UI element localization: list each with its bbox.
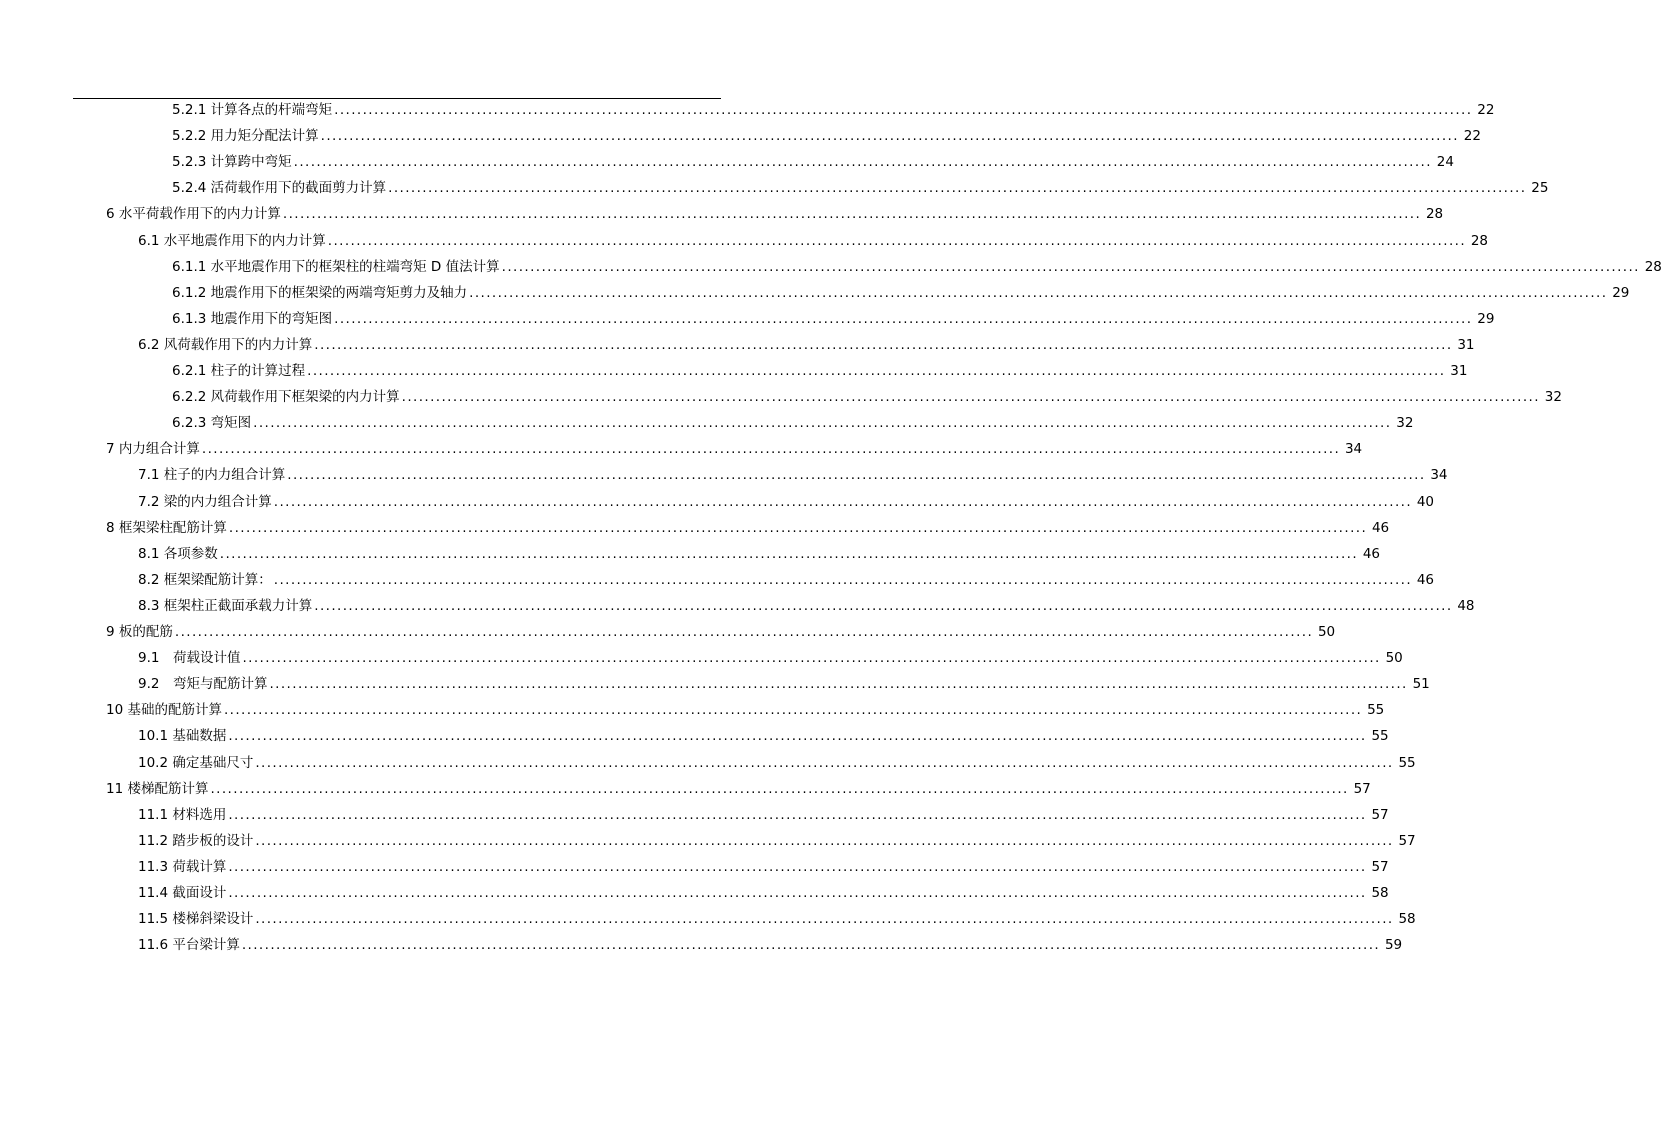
toc-dot-leader: ........................................................................................................................................................................................................: [253, 415, 1392, 432]
toc-entry[interactable]: [138, 489, 1435, 515]
toc-dot-leader: ........................................................................................................................................................................................................: [273, 571, 1413, 588]
toc-entry[interactable]: [172, 280, 1630, 306]
toc-entry-title: 6.2 风荷载作用下的内力计算: [138, 336, 313, 353]
toc-entry[interactable]: [172, 149, 1454, 175]
toc-entry-page-number: 58: [1398, 911, 1416, 928]
toc-entry-page-number: 50: [1317, 624, 1336, 640]
toc-dot-leader: ........................................................................................................................................................................................................: [223, 702, 1363, 719]
toc-dot-leader: ........................................................................................................................................................................................................: [210, 780, 1349, 797]
toc-entry-page-number: 34: [1430, 467, 1448, 484]
toc-entry-title: 10.1 基础数据: [138, 728, 227, 745]
toc-entry-title: 5.2.4 活荷载作用下的截面剪力计算: [172, 180, 387, 197]
toc-entry-page-number: 57: [1353, 780, 1371, 797]
toc-entry[interactable]: [138, 228, 1489, 254]
toc-entry-page-number: 51: [1412, 676, 1430, 693]
toc-entry-title: 7 内力组合计算: [106, 441, 200, 458]
toc-entry-title: 9 板的配筋: [106, 624, 173, 640]
toc-dot-leader: ........................................................................................................................................................................................................: [228, 806, 1367, 823]
toc-entry-title: 5.2.3 计算跨中弯矩: [172, 154, 292, 171]
toc-entry[interactable]: [138, 593, 1475, 619]
toc-dot-leader: ........................................................................................................................................................................................................: [320, 128, 1459, 145]
toc-entry-title: 11.5 楼梯斜梁设计: [138, 911, 254, 928]
toc-dot-leader: ........................................................................................................................................................................................................: [273, 493, 1413, 510]
toc-entry-title: 10.2 确定基础尺寸: [138, 754, 254, 771]
toc-entry-title: 8.3 框架柱正截面承载力计算: [138, 597, 313, 614]
toc-entry-title: 11.4 截面设计: [138, 885, 227, 901]
toc-entry-page-number: 28: [1425, 206, 1444, 223]
toc-entry[interactable]: [138, 932, 1403, 958]
toc-entry[interactable]: [138, 541, 1381, 567]
toc-entry[interactable]: [172, 175, 1549, 201]
toc-dot-leader: ........................................................................................................................................................................................................: [255, 832, 1394, 849]
toc-entry-page-number: 24: [1436, 154, 1454, 171]
toc-entry[interactable]: [106, 776, 1371, 802]
toc-entry-title: 11.2 踏步板的设计: [138, 832, 254, 849]
toc-entry-page-number: 58: [1371, 885, 1389, 901]
toc-entry-page-number: 22: [1463, 128, 1481, 145]
toc-entry-page-number: 50: [1385, 650, 1403, 667]
toc-entry[interactable]: [172, 97, 1495, 123]
toc-entry[interactable]: [138, 828, 1416, 854]
toc-entry[interactable]: [138, 567, 1435, 593]
toc-entry[interactable]: [138, 750, 1416, 776]
toc-entry-title: 11.1 材料选用: [138, 806, 227, 823]
toc-entry[interactable]: [106, 201, 1444, 227]
toc-entry-title: 6.2.3 弯矩图: [172, 415, 252, 432]
toc-entry[interactable]: [138, 802, 1389, 828]
toc-entry-page-number: 28: [1644, 258, 1662, 275]
toc-entry-page-number: 25: [1531, 180, 1549, 197]
toc-dot-leader: ........................................................................................................................................................................................................: [269, 676, 1408, 693]
toc-dot-leader: ........................................................................................................................................................................................................: [401, 389, 1540, 406]
toc-entry-title: 7.2 梁的内力组合计算: [138, 493, 272, 510]
toc-dot-leader: ........................................................................................................................................................................................................: [334, 310, 1473, 327]
toc-entry-title: 6.1.1 水平地震作用下的框架柱的柱端弯矩 D 值法计算: [172, 258, 500, 275]
toc-entry-title: 5.2.2 用力矩分配法计算: [172, 128, 319, 145]
toc-entry-page-number: 32: [1396, 415, 1414, 432]
toc-entry[interactable]: [138, 645, 1403, 671]
toc-entry-page-number: 46: [1371, 519, 1390, 536]
toc-entry[interactable]: [106, 619, 1336, 645]
toc-entry[interactable]: [138, 462, 1448, 488]
toc-entry-title: 6 水平荷载作用下的内力计算: [106, 206, 281, 223]
toc-entry-title: 6.2.2 风荷载作用下框架梁的内力计算: [172, 389, 400, 406]
toc-dot-leader: ........................................................................................................................................................................................................: [388, 180, 1527, 197]
toc-entry-page-number: 22: [1477, 102, 1495, 118]
toc-dot-leader: ........................................................................................................................................................................................................: [228, 858, 1367, 875]
toc-dot-leader: ........................................................................................................................................................................................................: [501, 258, 1640, 275]
toc-dot-leader: ........................................................................................................................................................................................................: [287, 467, 1426, 484]
toc-entry[interactable]: [138, 332, 1475, 358]
toc-entry-title: 11.3 荷载计算: [138, 858, 227, 875]
toc-entry[interactable]: [106, 436, 1363, 462]
toc-entry-page-number: 46: [1362, 545, 1381, 562]
toc-entry-page-number: 57: [1371, 806, 1389, 823]
toc-entry-page-number: 57: [1371, 858, 1389, 875]
toc-dot-leader: ........................................................................................................................................................................................................: [242, 650, 1381, 667]
toc-entry-title: 6.1 水平地震作用下的内力计算: [138, 232, 326, 249]
toc-entry-page-number: 46: [1416, 571, 1435, 588]
toc-dot-leader: ........................................................................................................................................................................................................: [255, 911, 1394, 928]
toc-entry-title: 8.1 各项参数: [138, 545, 218, 562]
toc-entry-page-number: 32: [1544, 389, 1562, 406]
toc-entry-page-number: 29: [1477, 310, 1495, 327]
toc-entry-title: 6.2.1 柱子的计算过程: [172, 363, 306, 379]
toc-entry[interactable]: [172, 254, 1662, 280]
toc-entry-page-number: 34: [1344, 441, 1363, 458]
toc-entry-title: 11 楼梯配筋计算: [106, 780, 209, 797]
toc-dot-leader: ........................................................................................................................................................................................................: [228, 519, 1368, 536]
toc-dot-leader: ........................................................................................................................................................................................................: [219, 545, 1359, 562]
toc-entry-title: 9.2 弯矩与配筋计算: [138, 676, 268, 693]
toc-entry[interactable]: [172, 306, 1495, 332]
toc-entry-title: 8 框架梁柱配筋计算: [106, 519, 227, 536]
toc-dot-leader: ........................................................................................................................................................................................................: [314, 597, 1453, 614]
toc-dot-leader: ........................................................................................................................................................................................................: [201, 441, 1341, 458]
toc-entry[interactable]: [138, 854, 1389, 880]
toc-dot-leader: ........................................................................................................................................................................................................: [282, 206, 1422, 223]
toc-entry-page-number: 48: [1457, 597, 1475, 614]
toc-entry[interactable]: [106, 697, 1385, 723]
toc-entry-title: 10 基础的配筋计算: [106, 702, 222, 719]
toc-dot-leader: ........................................................................................................................................................................................................: [314, 336, 1453, 353]
toc-entry-page-number: 55: [1371, 728, 1389, 745]
toc-entry-title: 6.1.2 地震作用下的框架梁的两端弯矩剪力及轴力: [172, 284, 468, 301]
toc-entry-page-number: 28: [1470, 232, 1489, 249]
toc-entry[interactable]: [138, 880, 1389, 906]
toc-entry[interactable]: [172, 410, 1414, 436]
toc-dot-leader: ........................................................................................................................................................................................................: [255, 754, 1394, 771]
toc-dot-leader: ........................................................................................................................................................................................................: [327, 232, 1467, 249]
toc-entry[interactable]: [138, 906, 1416, 932]
toc-entry-page-number: 57: [1398, 832, 1416, 849]
toc-entry-title: 5.2.1 计算各点的杆端弯矩: [172, 102, 333, 118]
toc-dot-leader: ........................................................................................................................................................................................................: [228, 885, 1367, 901]
toc-entry-title: 6.1.3 地震作用下的弯矩图: [172, 310, 333, 327]
toc-entry[interactable]: [138, 671, 1430, 697]
toc-dot-leader: ........................................................................................................................................................................................................: [228, 728, 1367, 745]
toc-dot-leader: ........................................................................................................................................................................................................: [174, 624, 1314, 640]
toc-entry-page-number: 31: [1450, 363, 1468, 379]
toc-entry[interactable]: [106, 515, 1390, 541]
toc-entry-page-number: 55: [1367, 702, 1385, 719]
toc-entry-page-number: 40: [1416, 493, 1435, 510]
toc-entry-page-number: 29: [1612, 284, 1630, 301]
toc-entry[interactable]: [172, 384, 1562, 410]
toc-entry[interactable]: [138, 723, 1389, 749]
toc-entry[interactable]: [172, 123, 1481, 149]
toc-entry[interactable]: [172, 358, 1468, 384]
toc-dot-leader: ........................................................................................................................................................................................................: [293, 154, 1432, 171]
toc-dot-leader: ........................................................................................................................................................................................................: [241, 937, 1381, 954]
toc-entry-page-number: 55: [1398, 754, 1416, 771]
toc-dot-leader: ........................................................................................................................................................................................................: [469, 284, 1608, 301]
toc-dot-leader: ........................................................................................................................................................................................................: [307, 363, 1446, 379]
toc-entry-title: 9.1 荷载设计值: [138, 650, 241, 667]
toc-entry-title: 7.1 柱子的内力组合计算: [138, 467, 286, 484]
toc-entry-page-number: 59: [1384, 937, 1403, 954]
toc-dot-leader: ........................................................................................................................................................................................................: [334, 102, 1473, 118]
toc-entry-title: 8.2 框架梁配筋计算：: [138, 571, 272, 588]
toc-entry-page-number: 31: [1457, 336, 1475, 353]
toc-entry-title: 11.6 平台梁计算: [138, 937, 240, 954]
